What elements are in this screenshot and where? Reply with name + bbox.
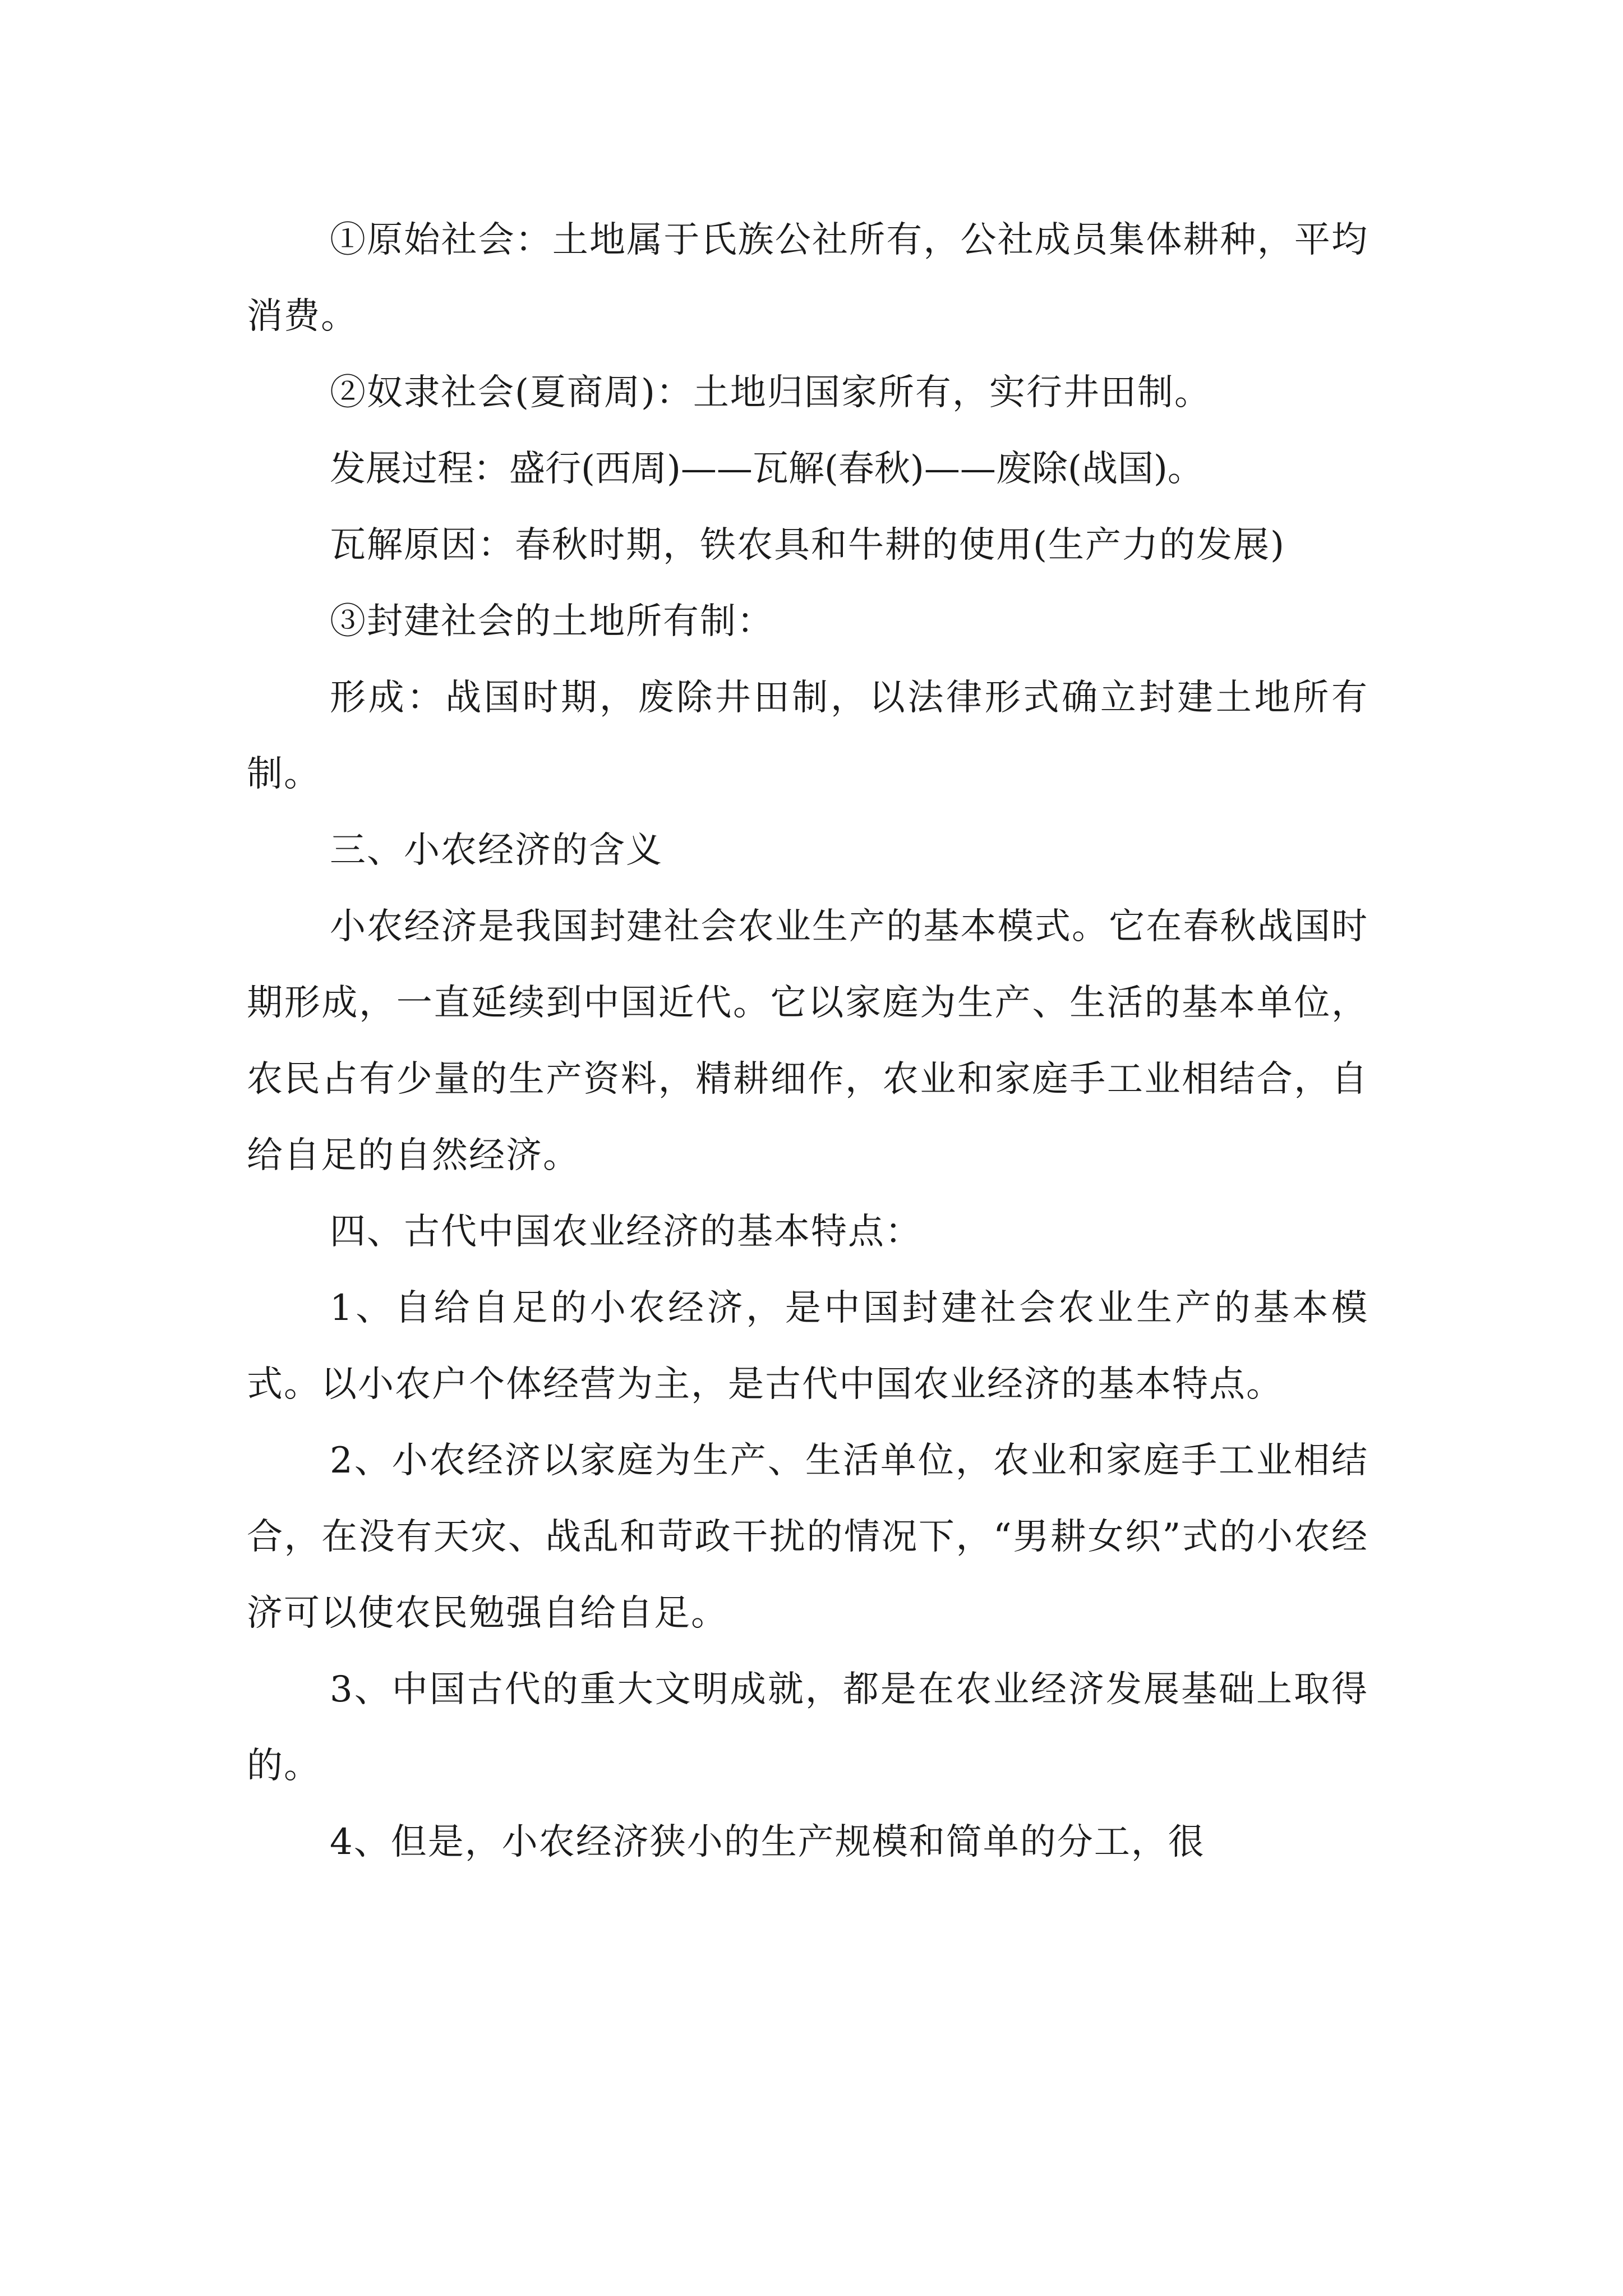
- section-heading-small-peasant-economy: 三、小农经济的含义: [330, 830, 663, 871]
- section-heading-basic-features: 四、古代中国农业经济的基本特点：: [330, 1211, 922, 1253]
- paragraph-feature-4: 4、但是，小农经济狭小的生产规模和简单的分工，很: [330, 1821, 1205, 1863]
- document-body: [247, 202, 1368, 1880]
- paragraph-formation: 形成：战国时期，废除井田制，以法律形式确立封建土地所有制。: [247, 677, 1368, 795]
- paragraph-feature-2: 2、小农经济以家庭为生产、生活单位，农业和家庭手工业相结合，在没有天灾、战乱和苛政干扰的情况下，“男耕女织”式的小农经济可以使农民勉强自给自足。: [247, 1440, 1368, 1634]
- paragraph-feature-3: 3、中国古代的重大文明成就，都是在农业经济发展基础上取得的。: [247, 1669, 1368, 1787]
- paragraph-primitive-society: ①原始社会：土地属于氏族公社所有，公社成员集体耕种，平均消费。: [247, 219, 1368, 337]
- paragraph-feature-1: 1、自给自足的小农经济，是中国封建社会农业生产的基本模式。以小农户个体经营为主，是古代中国农业经济的基本特点。: [247, 1287, 1368, 1405]
- paragraph-development-process: 发展过程：盛行(西周)——瓦解(春秋)——废除(战国)。: [330, 448, 1204, 490]
- paragraph-small-peasant-definition: 小农经济是我国封建社会农业生产的基本模式。它在春秋战国时期形成，一直延续到中国近代。它以家庭为生产、生活的基本单位，农民占有少量的生产资料，精耕细作，农业和家庭手工业相结合，自给自足的自然经济。: [247, 906, 1368, 1176]
- paragraph-slave-society: ②奴隶社会(夏商周)：土地归国家所有，实行井田制。: [330, 372, 1211, 413]
- paragraph-feudal-land-system: ③封建社会的土地所有制：: [330, 601, 774, 642]
- paragraph-collapse-reason: 瓦解原因：春秋时期，铁农具和牛耕的使用(生产力的发展): [330, 524, 1285, 566]
